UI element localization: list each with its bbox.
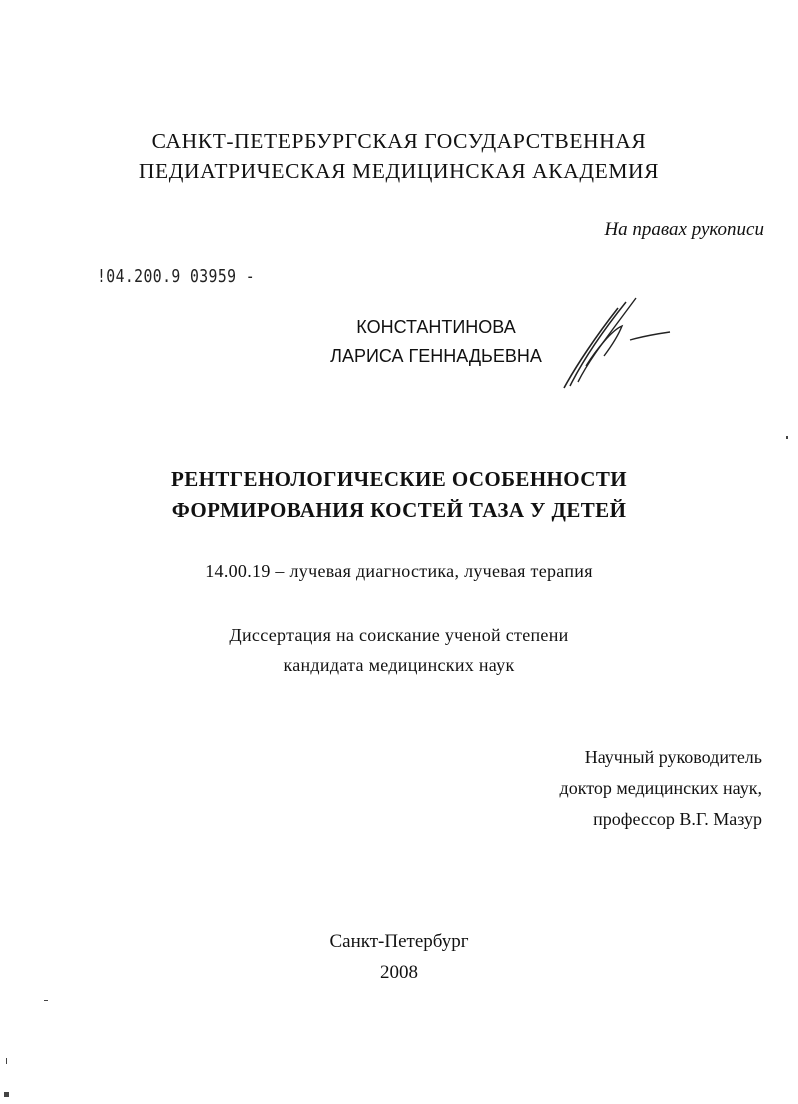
- footer-year: 2008: [380, 962, 418, 983]
- supervisor-name: профессор В.Г. Мазур: [593, 809, 762, 829]
- degree-statement: [0, 620, 798, 680]
- title-line-2: ФОРМИРОВАНИЯ КОСТЕЙ ТАЗА У ДЕТЕЙ: [171, 498, 627, 522]
- dissertation-title: [0, 464, 798, 526]
- supervisor-degree: доктор медицинских наук,: [559, 778, 762, 798]
- institution-line-2: ПЕДИАТРИЧЕСКАЯ МЕДИЦИНСКАЯ АКАДЕМИЯ: [138, 159, 660, 183]
- manuscript-note: На правах рукописи: [604, 219, 764, 240]
- scan-speck: [4, 1092, 9, 1097]
- institution-name: [0, 126, 798, 186]
- scan-speck: [44, 1000, 48, 1001]
- signature-image: [556, 296, 676, 392]
- author-given-names: ЛАРИСА ГЕННАДЬЕВНА: [330, 346, 542, 366]
- degree-line-2: кандидата медицинских наук: [283, 655, 515, 675]
- author-surname: КОНСТАНТИНОВА: [356, 317, 516, 337]
- scan-speck: [6, 1058, 7, 1064]
- institution-line-1: САНКТ-ПЕТЕРБУРГСКАЯ ГОСУДАРСТВЕННАЯ: [151, 129, 647, 153]
- author-name: [300, 313, 572, 371]
- footer-city: Санкт-Петербург: [329, 931, 469, 952]
- scan-speck: [786, 436, 788, 439]
- supervisor-block: [560, 742, 762, 835]
- catalog-number: !04.200.9 03959 -: [97, 266, 256, 287]
- degree-line-1: Диссертация на соискание ученой степени: [229, 625, 569, 645]
- specialty-code: 14.00.19 – лучевая диагностика, лучевая терапия: [205, 561, 593, 581]
- place-and-year: [0, 926, 798, 988]
- title-line-1: РЕНТГЕНОЛОГИЧЕСКИЕ ОСОБЕННОСТИ: [171, 467, 627, 491]
- supervisor-role: Научный руководитель: [584, 747, 762, 767]
